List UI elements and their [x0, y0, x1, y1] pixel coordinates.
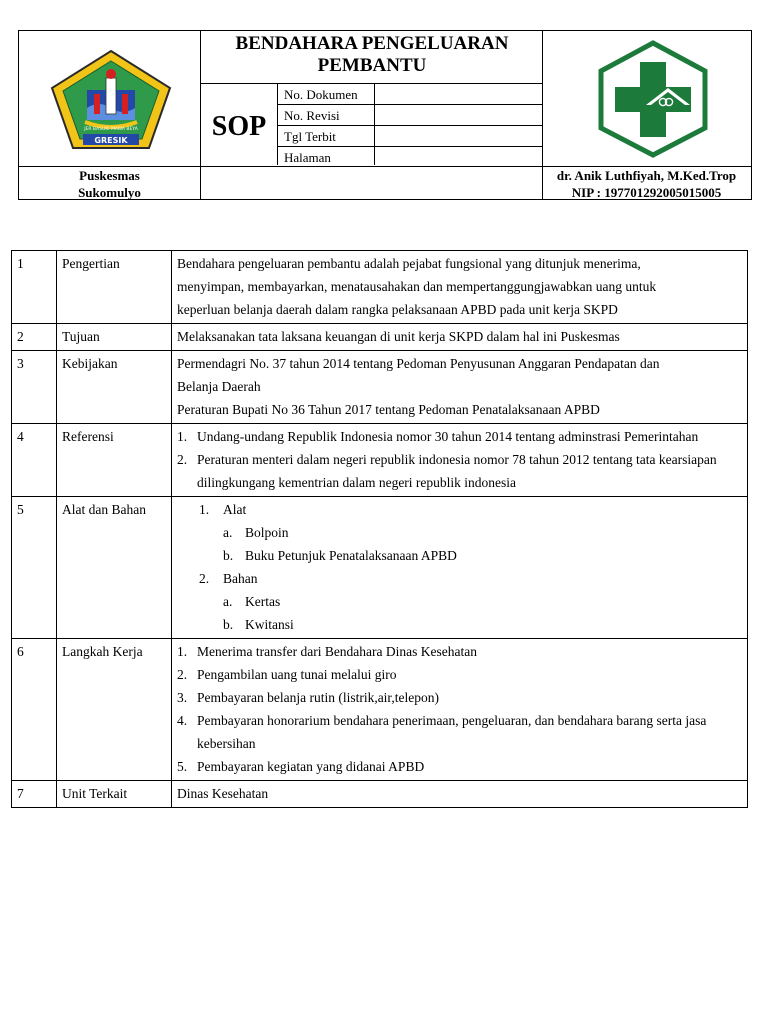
row-label: Referensi — [57, 424, 172, 497]
list-marker: 2. — [177, 452, 188, 467]
list-marker: b. — [223, 548, 234, 563]
signer-name: dr. Anik Luthfiyah, M.Ked.Trop — [556, 168, 737, 183]
table-row — [12, 639, 748, 781]
divider — [374, 83, 375, 165]
list-text: Bolpoin — [245, 525, 289, 540]
list-item — [177, 686, 742, 709]
org-name — [19, 167, 200, 201]
list-marker: 1. — [177, 429, 188, 444]
list-item — [177, 663, 742, 686]
row-number: 5 — [12, 497, 57, 639]
list-item — [177, 448, 742, 494]
gresik-crest-logo — [49, 48, 173, 152]
row-content — [172, 424, 748, 497]
list-text: Pembayaran belanja rutin (listrik,air,telepon) — [197, 690, 439, 705]
list-item — [177, 755, 742, 778]
row-number: 6 — [12, 639, 57, 781]
crest-label: GRESIK — [94, 136, 128, 145]
row-number: 3 — [12, 351, 57, 424]
content-line: Bendahara pengeluaran pembantu adalah pejabat fungsional yang ditunjuk menerima, — [177, 256, 641, 271]
sop-label: SOP — [211, 111, 267, 142]
list-item — [177, 425, 742, 448]
list-marker: b. — [223, 617, 234, 632]
list-marker: 1. — [199, 502, 210, 517]
table-row — [12, 324, 748, 351]
row-content — [172, 639, 748, 781]
sub-list-item — [177, 544, 742, 567]
content-line: Belanja Daerah — [177, 379, 261, 394]
table-row — [12, 251, 748, 324]
list-text: Undang-undang Republik Indonesia nomor 30 tahun 2014 tentang adminstrasi Pemerintahan — [197, 429, 699, 444]
table-row — [12, 497, 748, 639]
row-content — [172, 497, 748, 639]
org-line-2: Sukomulyo — [78, 185, 141, 200]
divider — [277, 146, 542, 147]
content-line: Dinas Kesehatan — [177, 786, 269, 801]
meta-label-halaman: Halaman — [284, 150, 331, 165]
list-text: Bahan — [223, 571, 258, 586]
content-line: Peraturan Bupati No 36 Tahun 2017 tentang Pedoman Penatalaksanaan APBD — [177, 402, 600, 417]
content-line: Melaksanakan tata laksana keuangan di unit kerja SKPD dalam hal ini Puskesmas — [177, 329, 620, 344]
row-label: Unit Terkait — [57, 781, 172, 808]
list-item — [177, 709, 742, 755]
list-marker: 2. — [199, 571, 210, 586]
sub-list-item — [177, 613, 742, 636]
list-marker: 4. — [177, 713, 188, 728]
list-text: Alat — [223, 502, 247, 517]
divider — [277, 104, 542, 105]
row-label: Langkah Kerja — [57, 639, 172, 781]
sop-header — [18, 30, 752, 200]
list-text: Kwitansi — [245, 617, 294, 632]
list-text: Pembayaran honorarium bendahara penerimaan, pengeluaran, dan bendahara barang serta jasa kebersihan — [197, 713, 707, 751]
puskesmas-logo — [596, 40, 710, 158]
content-line: menyimpan, membayarkan, menatausahakan dan mempertanggungjawabkan uang untuk — [177, 279, 657, 294]
list-item — [177, 640, 742, 663]
signer-nip: NIP : 197701292005015005 — [571, 185, 722, 200]
row-label: Alat dan Bahan — [57, 497, 172, 639]
row-content — [172, 351, 748, 424]
list-marker: 2. — [177, 667, 188, 682]
list-text: Menerima transfer dari Bendahara Dinas Kesehatan — [197, 644, 477, 659]
row-label: Tujuan — [57, 324, 172, 351]
org-line-1: Puskesmas — [79, 168, 140, 183]
sub-list-item — [177, 521, 742, 544]
meta-label-dokumen: No. Dokumen — [284, 87, 358, 102]
list-text: Peraturan menteri dalam negeri republik indonesia nomor 78 tahun 2012 tentang tata kearsiapan dilingkungang kementrian dalam negeri republik indonesia — [197, 452, 717, 490]
divider — [200, 83, 542, 84]
row-content — [172, 251, 748, 324]
sop-content-table — [11, 250, 748, 808]
meta-label-revisi: No. Revisi — [284, 108, 340, 123]
list-marker: 5. — [177, 759, 188, 774]
content-line: keperluan belanja daerah dalam rangka pelaksanaan APBD pada unit kerja SKPD — [177, 302, 618, 317]
list-item — [177, 567, 742, 590]
list-item — [177, 498, 742, 521]
content-line: Permendagri No. 37 tahun 2014 tentang Pedoman Penyusunan Anggaran Pendapatan dan — [177, 356, 660, 371]
row-number: 4 — [12, 424, 57, 497]
table-row — [12, 781, 748, 808]
signer-block — [542, 167, 751, 201]
row-content — [172, 781, 748, 808]
list-text: Buku Petunjuk Penatalaksanaan APBD — [245, 548, 457, 563]
list-marker: a. — [223, 525, 233, 540]
list-text: Pengambilan uang tunai melalui giro — [197, 667, 397, 682]
list-marker: a. — [223, 594, 233, 609]
list-marker: 3. — [177, 690, 188, 705]
list-marker: 1. — [177, 644, 188, 659]
row-content — [172, 324, 748, 351]
row-label: Kebijakan — [57, 351, 172, 424]
table-row — [12, 424, 748, 497]
divider — [277, 125, 542, 126]
sub-list-item — [177, 590, 742, 613]
document-title: BENDAHARA PENGELUARAN PEMBANTU — [235, 33, 509, 76]
meta-label-terbit: Tgl Terbit — [284, 129, 336, 144]
row-number: 2 — [12, 324, 57, 351]
list-text: Kertas — [245, 594, 281, 609]
crest-motto: JER BASUKI MAWA BEYA — [84, 127, 138, 132]
list-text: Pembayaran kegiatan yang didanai APBD — [197, 759, 425, 774]
row-number: 1 — [12, 251, 57, 324]
row-label: Pengertian — [57, 251, 172, 324]
table-row — [12, 351, 748, 424]
divider — [277, 83, 278, 165]
row-number: 7 — [12, 781, 57, 808]
